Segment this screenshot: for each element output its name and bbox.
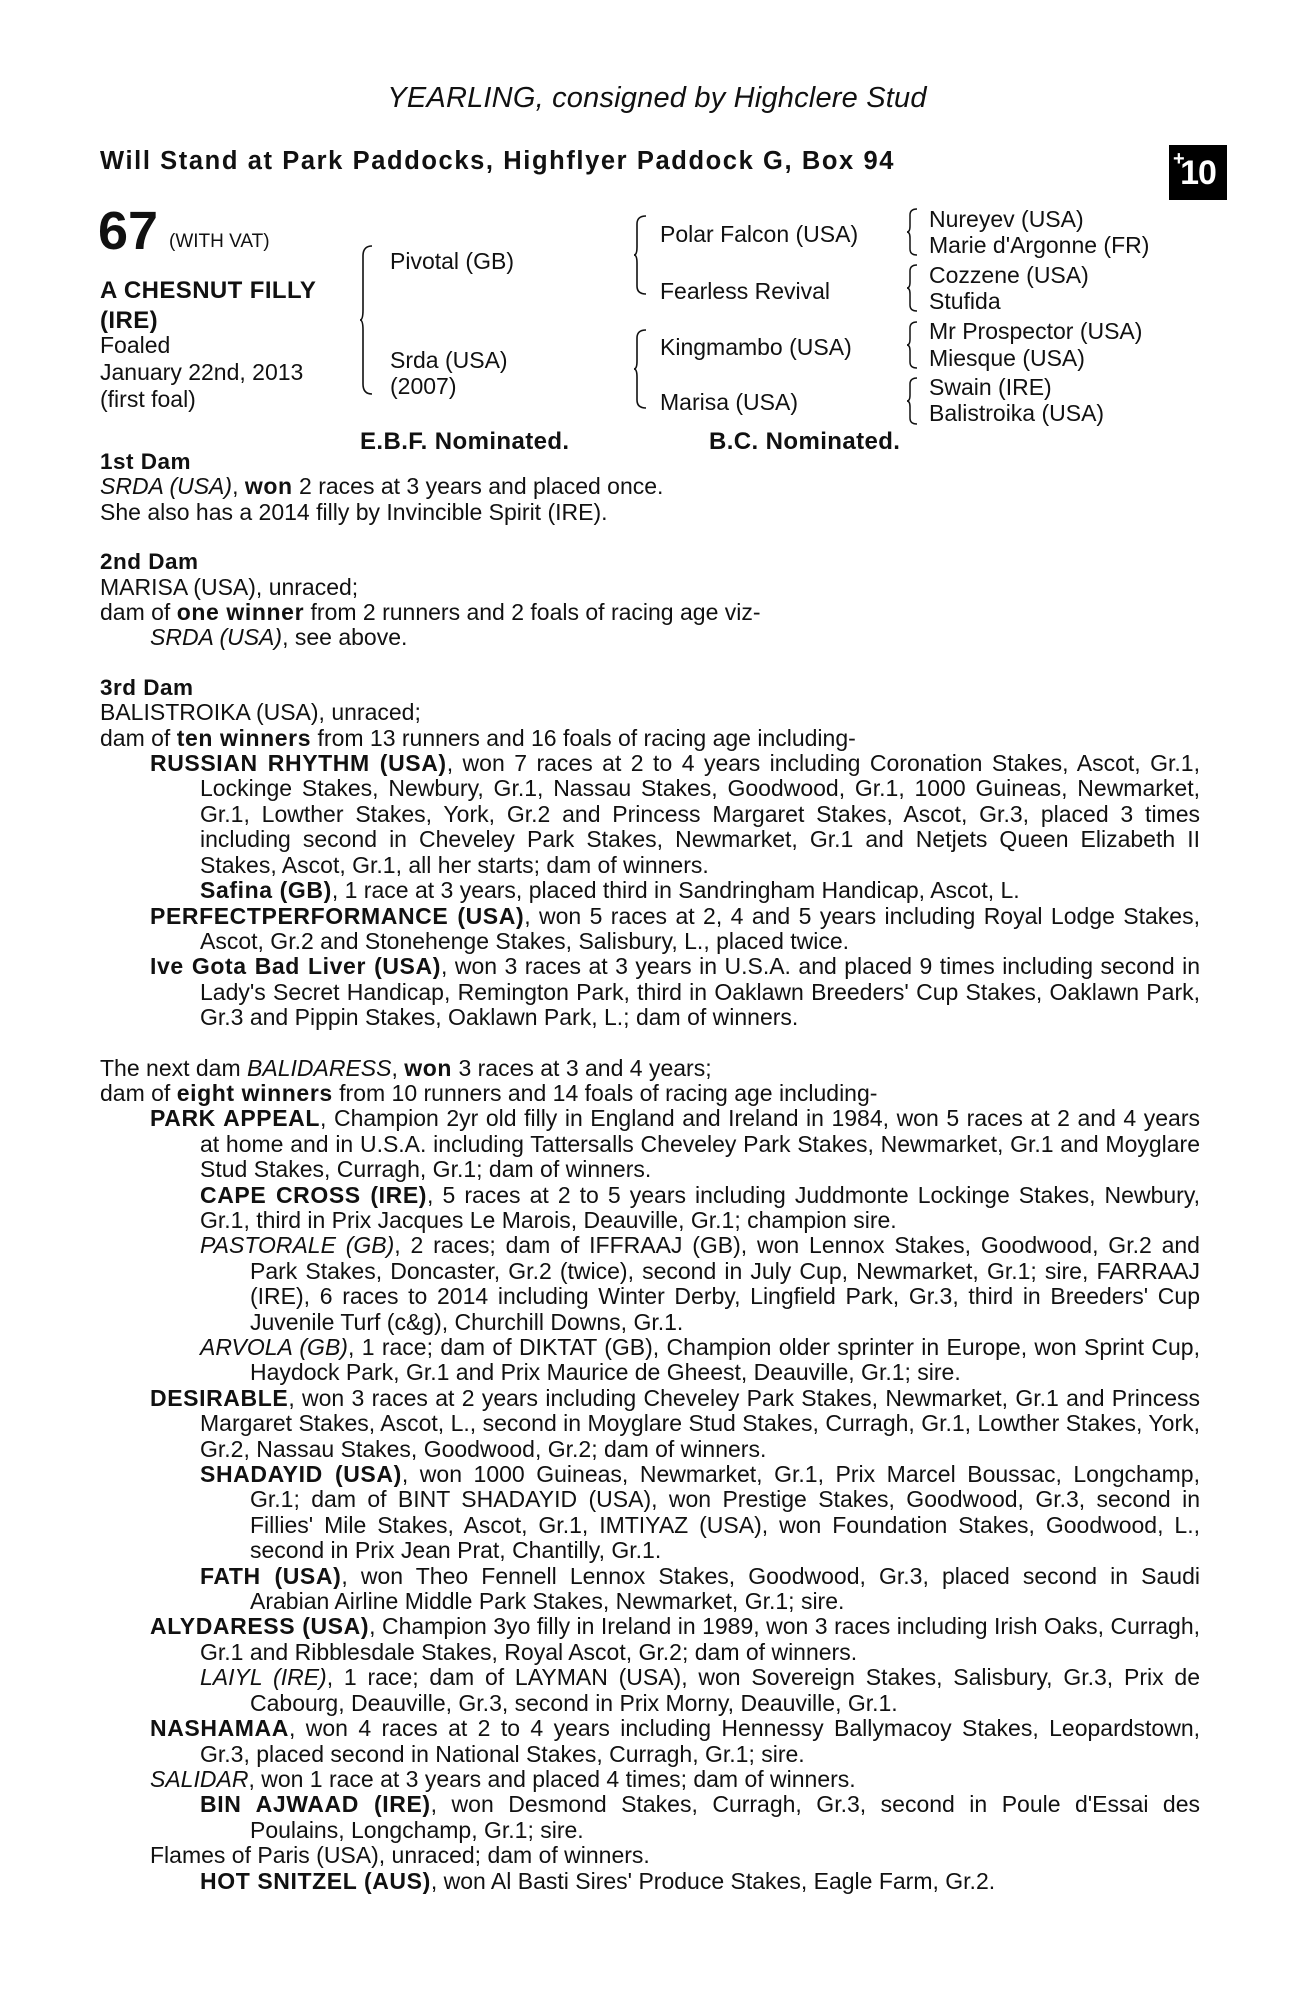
horse-name: SHADAYID (USA)	[200, 1461, 402, 1488]
horse-name: LAIYL (IRE)	[200, 1664, 327, 1691]
horse-name: NASHAMAA	[150, 1715, 289, 1742]
second-dam-heading: 2nd Dam	[100, 549, 199, 575]
horse-record: , 1 race; dam of DIKTAT (GB), Champion older sprinter in Europe, won Sprint Cup, Haydock Park, Gr.1 and Prix Maurice de Gheest, Deauville, Gr.1; sire.	[250, 1334, 1200, 1386]
pedigree-ss: Polar Falcon (USA)	[660, 221, 859, 247]
foaled-info	[100, 332, 303, 413]
third-dam-heading: 3rd Dam	[100, 674, 194, 700]
produce-bin-ajwaad	[100, 1792, 1200, 1843]
bracket-ss	[907, 207, 919, 257]
next-dam-name: BALIDARESS	[247, 1054, 392, 1081]
horse-name: SALIDAR	[150, 1765, 249, 1792]
lot-badge	[1169, 145, 1227, 200]
bracket-dd	[907, 376, 919, 426]
lot-title-line2: (IRE)	[100, 307, 158, 334]
horse-name: Safina (GB)	[200, 877, 332, 904]
pedigree-ssd: Marie d'Argonne (FR)	[929, 232, 1150, 258]
produce-russian-rhythm	[100, 751, 1200, 878]
horse-record: , won 1000 Guineas, Newmarket, Gr.1, Prix Marcel Boussac, Longchamp, Gr.1; dam of BINT SHADAYID (USA), won Prestige Stakes, Goodwood, Gr.3, second in Fillies' Mile Stakes, Ascot, Gr.1, IMTIYAZ (USA), won Foundation Stakes, Goodwood, L., second in Prix Jean Prat, Chantilly, Gr.1.	[250, 1461, 1200, 1564]
horse-record: , 2 races; dam of IFFRAAJ (GB), won Lennox Stakes, Goodwood, Gr.2 and Park Stakes, Doncaster, Gr.2 (twice), second in July Cup, Newmarket, Gr.1; sire, FARRAAJ (IRE), 6 races to 2014 including Winter Derby, Lingfield Park, Gr.3, third in Breeders' Cup Juvenile Turf (c&g), Churchill Downs, Gr.1.	[250, 1232, 1200, 1335]
third-dam-line2	[100, 726, 1200, 751]
bracket-ds	[907, 320, 919, 370]
produce-salidar	[100, 1767, 1200, 1792]
horse-name: PASTORALE (GB)	[200, 1232, 395, 1259]
second-dam-line2-a: dam of	[100, 599, 171, 626]
horse-name: ARVOLA (GB)	[200, 1334, 348, 1360]
pedigree-dss: Mr Prospector (USA)	[929, 318, 1143, 344]
produce-fath	[100, 1564, 1200, 1615]
horse-record: , won 3 races at 2 years including Cheveley Park Stakes, Newmarket, Gr.1 and Princess Margaret Stakes, Ascot, L., second in Moyglare Stud Stakes, Curragh, Gr.1, Lowther Stakes, York, Gr.2, Nassau Stakes, Goodwood, Gr.2; dam of winners.	[200, 1384, 1200, 1462]
horse-record: , 1 race; dam of LAYMAN (USA), won Sovereign Stakes, Salisbury, Gr.3, Prix de Cabourg, Deauville, Gr.3, second in Prix Morny, Deauville, Gr.1.	[250, 1664, 1200, 1716]
produce-pastorale	[100, 1233, 1200, 1335]
next-dam-line2-a: dam of	[100, 1079, 171, 1106]
lot-title-line1: A CHESNUT FILLY	[100, 277, 317, 304]
horse-name: FATH (USA)	[200, 1562, 342, 1589]
third-dam-winners: ten winners	[176, 724, 312, 751]
produce-park-appeal	[100, 1106, 1200, 1182]
produce-desirable	[100, 1386, 1200, 1462]
catalogue-body	[100, 447, 1200, 1894]
pedigree-sd: Fearless Revival	[660, 278, 830, 304]
horse-name: DESIRABLE	[150, 1384, 289, 1411]
horse-name: PERFECTPERFORMANCE (USA)	[150, 902, 525, 929]
second-dam-produce-rest: , see above.	[282, 624, 408, 651]
first-dam-line1: SRDA (USA), won 2 races at 3 years and placed once.	[100, 473, 664, 500]
pedigree-ddd: Balistroika (USA)	[929, 400, 1105, 426]
pedigree-sire: Pivotal (GB)	[390, 248, 514, 274]
horse-record: , 5 races at 2 to 5 years including Juddmonte Lockinge Stakes, Newbury, Gr.1, third in Prix Jacques Le Marois, Deauville, Gr.1; champion sire.	[200, 1181, 1200, 1233]
horse-name: ALYDARESS (USA)	[150, 1613, 370, 1640]
spacer	[100, 1031, 1200, 1056]
first-dam-won: won	[244, 473, 293, 500]
foaled-date: January 22nd, 2013	[100, 359, 304, 385]
bracket-dam-parents	[634, 328, 648, 410]
horse-record: , won Desmond Stakes, Curragh, Gr.3, second in Poule d'Essai des Poulains, Longchamp, Gr.1; sire.	[250, 1791, 1200, 1843]
page-title: YEARLING, consigned by Highclere Stud	[387, 82, 927, 114]
first-dam-heading: 1st Dam	[100, 449, 192, 474]
produce-ive-gota-bad-liver	[100, 954, 1200, 1030]
horse-name: PARK APPEAL	[150, 1105, 321, 1132]
ebf-nominated: E.B.F. Nominated.	[360, 428, 570, 455]
pedigree-dds: Swain (IRE)	[929, 374, 1052, 400]
next-dam-won: won	[404, 1054, 453, 1081]
stand-location: Will Stand at Park Paddocks, Highflyer Paddock G, Box 94	[100, 147, 896, 175]
horse-name: CAPE CROSS (IRE)	[200, 1181, 428, 1208]
horse-name: HOT SNITZEL (AUS)	[200, 1867, 431, 1894]
second-dam-line1: MARISA (USA), unraced;	[100, 573, 359, 600]
produce-safina	[100, 878, 1200, 903]
lot-number: 67	[98, 201, 159, 261]
produce-shadayid	[100, 1462, 1200, 1564]
pedigree-ds: Kingmambo (USA)	[660, 334, 852, 360]
pedigree-dam-year: (2007)	[390, 373, 457, 399]
third-dam-line1: BALISTROIKA (USA), unraced;	[100, 699, 421, 726]
horse-record: , Champion 2yr old filly in England and Ireland in 1984, won 5 races at 2 and 4 years at home and in U.S.A. including Tattersalls Cheveley Park Stakes, Newmarket, Gr.1 and Moyglare Stud Stakes, Curragh, Gr.1; dam of winners.	[200, 1105, 1200, 1183]
badge-plus: +	[1173, 148, 1184, 170]
bc-nominated: B.C. Nominated.	[709, 428, 901, 455]
horse-record: , won 5 races at 2, 4 and 5 years including Royal Lodge Stakes, Ascot, Gr.2 and Stonehenge Stakes, Salisbury, L., placed twice.	[200, 902, 1200, 954]
horse-name: RUSSIAN RHYTHM (USA)	[150, 750, 447, 777]
pedigree-dam: Srda (USA)	[390, 347, 508, 373]
produce-flames-of-paris: Flames of Paris (USA), unraced; dam of winners.	[150, 1842, 650, 1869]
pedigree-sdd: Stufida	[929, 288, 1001, 314]
produce-alydaress	[100, 1614, 1200, 1665]
next-dam-line2-c: from 10 runners and 14 foals of racing age including-	[339, 1079, 878, 1106]
produce-nashamaa	[100, 1716, 1200, 1767]
next-dam-winners: eight winners	[176, 1079, 333, 1106]
third-dam-line2-a: dam of	[100, 724, 171, 751]
second-dam-winners: one winner	[176, 599, 305, 626]
pedigree-sds: Cozzene (USA)	[929, 262, 1089, 288]
first-dam-record: 2 races at 3 years and placed once.	[299, 473, 664, 500]
pedigree-dd: Marisa (USA)	[660, 389, 799, 415]
next-dam-line1-a: The next dam	[100, 1054, 241, 1081]
horse-record: , won 7 races at 2 to 4 years including Coronation Stakes, Ascot, Gr.1, Lockinge Stakes, Newbury, Gr.1, Nassau Stakes, Goodwood, Gr.1, 1000 Guineas, Newmarket, Gr.1, Lowther Stakes, York, Gr.2 and Princess Margaret Stakes, Ascot, Gr.3, placed 3 times including second in Cheveley Park Stakes, Newmarket, Gr.1 and Netjets Queen Elizabeth II Stakes, Ascot, Gr.1, all her starts; dam of winners.	[200, 750, 1200, 878]
next-dam-line1: The next dam BALIDARESS, won 3 races at 3 and 4 years;	[100, 1054, 712, 1081]
first-dam-line2: She also has a 2014 filly by Invincible Spirit (IRE).	[100, 498, 608, 525]
third-dam-line2-c: from 13 runners and 16 foals of racing age including-	[317, 724, 856, 751]
pedigree-sss: Nureyev (USA)	[929, 206, 1084, 232]
first-dam-name: SRDA (USA)	[100, 473, 233, 500]
lot-title	[100, 276, 316, 336]
bracket-sire-dam	[360, 244, 374, 396]
second-dam-line3	[100, 625, 1200, 650]
horse-name: Ive Gota Bad Liver (USA)	[150, 953, 441, 980]
horse-record: , won Al Basti Sires' Produce Stakes, Eagle Farm, Gr.2.	[430, 1867, 996, 1894]
horse-record: , won 1 race at 3 years and placed 4 times; dam of winners.	[248, 1765, 856, 1792]
next-dam-line2	[100, 1081, 1200, 1106]
bracket-sire-parents	[634, 214, 648, 296]
pedigree-dsd: Miesque (USA)	[929, 345, 1085, 371]
horse-record: , won 4 races at 2 to 4 years including Hennessy Ballymacoy Stakes, Leopardstown, Gr.3, placed second in National Stakes, Curragh, Gr.1; sire.	[200, 1715, 1200, 1767]
second-dam-line2-c: from 2 runners and 2 foals of racing age viz-	[310, 599, 761, 626]
horse-name: BIN AJWAAD (IRE)	[200, 1791, 431, 1818]
bracket-sd	[907, 263, 919, 313]
second-dam-produce-name: SRDA (USA)	[150, 624, 283, 651]
second-dam-line2	[100, 600, 1200, 625]
badge-text: 10	[1180, 154, 1216, 192]
horse-record: , Champion 3yo filly in Ireland in 1989, won 3 races including Irish Oaks, Curragh, Gr.1 and Ribblesdale Stakes, Royal Ascot, Gr.2; dam of winners.	[200, 1613, 1201, 1665]
first-foal: (first foal)	[100, 386, 196, 412]
next-dam-line1-c: 3 races at 3 and 4 years;	[458, 1054, 712, 1081]
horse-record: , won Theo Fennell Lennox Stakes, Goodwood, Gr.3, placed second in Saudi Arabian Airline Middle Park Stakes, Newmarket, Gr.1; sire.	[250, 1562, 1200, 1615]
foaled-label: Foaled	[100, 332, 171, 358]
produce-arvola	[100, 1335, 1200, 1386]
produce-laiyl	[100, 1665, 1200, 1716]
horse-record: , won 3 races at 3 years in U.S.A. and placed 9 times including second in Lady's Secret Handicap, Remington Park, third in Oaklawn Breeders' Cup Stakes, Oaklawn Park, Gr.3 and Pippin Stakes, Oaklawn Park, L.; dam of winners.	[200, 953, 1200, 1031]
produce-perfectperformance	[100, 904, 1200, 955]
produce-cape-cross	[100, 1183, 1200, 1234]
vat-note: (WITH VAT)	[169, 231, 270, 252]
horse-record: , 1 race at 3 years, placed third in Sandringham Handicap, Ascot, L.	[331, 877, 1020, 904]
produce-hot-snitzel	[100, 1869, 1200, 1894]
